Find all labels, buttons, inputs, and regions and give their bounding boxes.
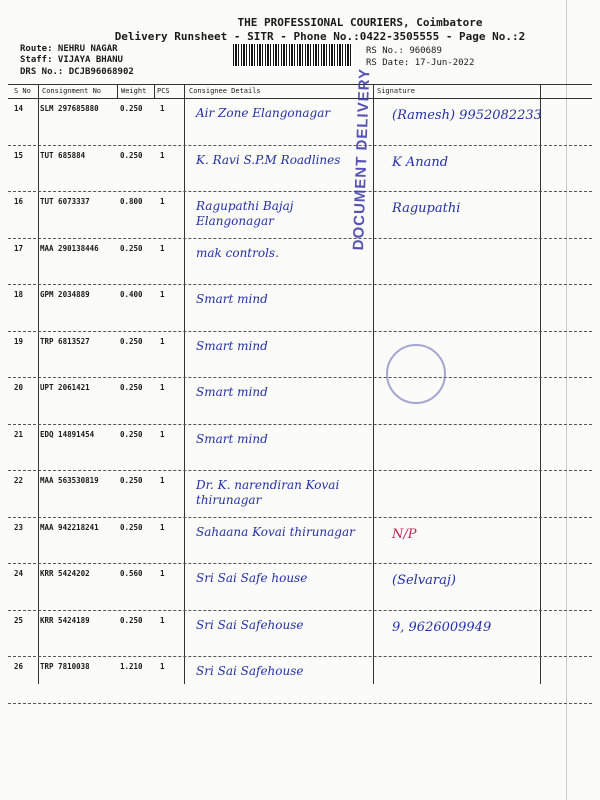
col-divider	[184, 84, 185, 684]
row-consignee: Air Zone Elangonagar	[196, 106, 331, 120]
row-sno: 14	[14, 104, 24, 113]
row-signature: (Selvaraj)	[392, 573, 456, 588]
row-consignee: K. Ravi S.P.M Roadlines	[196, 152, 341, 167]
row-pcs: 1	[160, 290, 165, 299]
rs-date: RS Date: 17-Jun-2022	[366, 58, 475, 68]
row-sno: 17	[14, 243, 24, 253]
row-pcs: 1	[160, 569, 165, 578]
row-pcs: 1	[160, 150, 165, 160]
row-pcs: 1	[160, 476, 165, 485]
row-divider	[8, 703, 592, 704]
row-sno: 19	[14, 336, 24, 346]
row-consignment: SLM 297685880	[40, 104, 99, 113]
row-consignment: KRR 5424202	[40, 569, 90, 578]
row-divider	[8, 191, 592, 192]
row-consignee: Dr. K. narendiran Kovai thirunagar	[196, 478, 340, 507]
row-consignment: GPM 2034889	[40, 290, 90, 299]
col-divider	[154, 84, 155, 98]
row-consignee: Smart mind	[196, 338, 268, 353]
runsheet-title: Delivery Runsheet - SITR - Phone No.:0422-3505555 - Page No.:2	[114, 30, 526, 43]
row-pcs: 1	[160, 429, 165, 439]
row-divider	[8, 377, 592, 378]
barcode	[233, 44, 353, 66]
row-weight: 0.250	[120, 104, 143, 113]
col-header-weight: Weight	[121, 87, 147, 95]
row-consignment: MAA 563530819	[40, 476, 99, 485]
col-header-signature: Signature	[377, 87, 415, 95]
col-divider	[117, 84, 118, 98]
col-header-consignment: Consignment No	[42, 87, 102, 95]
drs-label: DRS No.: DCJB96068902	[20, 67, 134, 77]
row-divider	[8, 610, 592, 611]
row-consignee: Smart mind	[196, 385, 268, 399]
col-divider	[38, 84, 39, 684]
row-weight: 0.250	[120, 336, 143, 346]
row-consignment: KRR 5424189	[40, 615, 90, 625]
row-weight: 0.400	[120, 290, 143, 299]
row-pcs: 1	[160, 615, 165, 625]
row-divider	[8, 517, 592, 518]
row-consignment: TRP 7810038	[40, 662, 90, 671]
rs-number: RS No.: 960689	[366, 46, 442, 56]
row-consignment: EDQ 14891454	[40, 429, 95, 439]
row-divider	[8, 331, 592, 332]
row-signature: 9, 9626009949	[392, 619, 492, 635]
row-consignment: MAA 942218241	[40, 522, 99, 532]
row-weight: 0.250	[120, 615, 143, 625]
row-signature: Ragupathi	[392, 201, 461, 216]
col-header-consignee: Consignee Details	[189, 87, 261, 95]
row-divider	[8, 238, 592, 239]
row-weight: 0.560	[120, 569, 143, 578]
row-consignee: Smart mind	[196, 292, 268, 306]
row-sno: 15	[14, 150, 24, 160]
table-top-border	[8, 84, 592, 85]
row-consignee: Sri Sai Safehouse	[196, 664, 304, 678]
row-divider	[8, 145, 592, 146]
row-pcs: 1	[160, 197, 165, 206]
row-signature: N/P	[392, 526, 417, 542]
row-weight: 0.250	[120, 243, 143, 253]
header-bottom-border	[8, 98, 592, 99]
row-sno: 26	[14, 662, 24, 671]
row-pcs: 1	[160, 336, 165, 346]
page-edge	[566, 0, 600, 800]
row-sno: 23	[14, 522, 24, 532]
row-weight: 0.250	[120, 429, 143, 439]
row-pcs: 1	[160, 104, 165, 113]
row-divider	[8, 470, 592, 471]
row-consignee: Sri Sai Safehouse	[196, 617, 304, 632]
row-weight: 0.250	[120, 522, 143, 532]
row-consignee: mak controls.	[196, 245, 279, 260]
route-label: Route: NEHRU NAGAR	[20, 44, 118, 54]
row-consignee: Sahaana Kovai thirunagar	[196, 524, 355, 539]
col-header-pcs: PCS	[157, 87, 170, 95]
row-divider	[8, 284, 592, 285]
row-consignee: Sri Sai Safe house	[196, 571, 308, 585]
row-sno: 20	[14, 383, 24, 392]
row-divider	[8, 563, 592, 564]
row-pcs: 1	[160, 243, 165, 253]
row-divider	[8, 424, 592, 425]
row-sno: 25	[14, 615, 24, 625]
row-divider	[8, 656, 592, 657]
col-divider	[540, 84, 541, 684]
row-weight: 0.800	[120, 197, 143, 206]
row-consignee: Ragupathi Bajaj Elangonagar	[196, 199, 294, 228]
row-sno: 24	[14, 569, 24, 578]
row-sno: 18	[14, 290, 24, 299]
row-consignment: MAA 290138446	[40, 243, 99, 253]
row-signature: K Anand	[392, 154, 449, 170]
row-weight: 0.250	[120, 383, 143, 392]
row-sno: 16	[14, 197, 24, 206]
row-weight: 1.210	[120, 662, 143, 671]
staff-label: Staff: VIJAYA BHANU	[20, 55, 123, 65]
row-consignee: Smart mind	[196, 431, 268, 446]
row-pcs: 1	[160, 662, 165, 671]
company-seal	[386, 344, 446, 404]
row-sno: 21	[14, 429, 24, 439]
row-pcs: 1	[160, 383, 165, 392]
row-consignment: TUT 685884	[40, 150, 86, 160]
row-sno: 22	[14, 476, 24, 485]
col-divider	[373, 84, 374, 684]
row-consignment: TRP 6813527	[40, 336, 90, 346]
row-consignment: UPT 2061421	[40, 383, 90, 392]
company-title: THE PROFESSIONAL COURIERS, Coimbatore	[237, 16, 483, 29]
row-weight: 0.250	[120, 476, 143, 485]
row-signature: (Ramesh) 9952082233	[392, 108, 542, 123]
col-header-sno: S No	[14, 87, 31, 95]
row-consignment: TUT 6073337	[40, 197, 90, 206]
row-weight: 0.250	[120, 150, 143, 160]
document-delivery-stamp: DOCUMENT DELIVERY	[350, 67, 374, 251]
row-pcs: 1	[160, 522, 165, 532]
